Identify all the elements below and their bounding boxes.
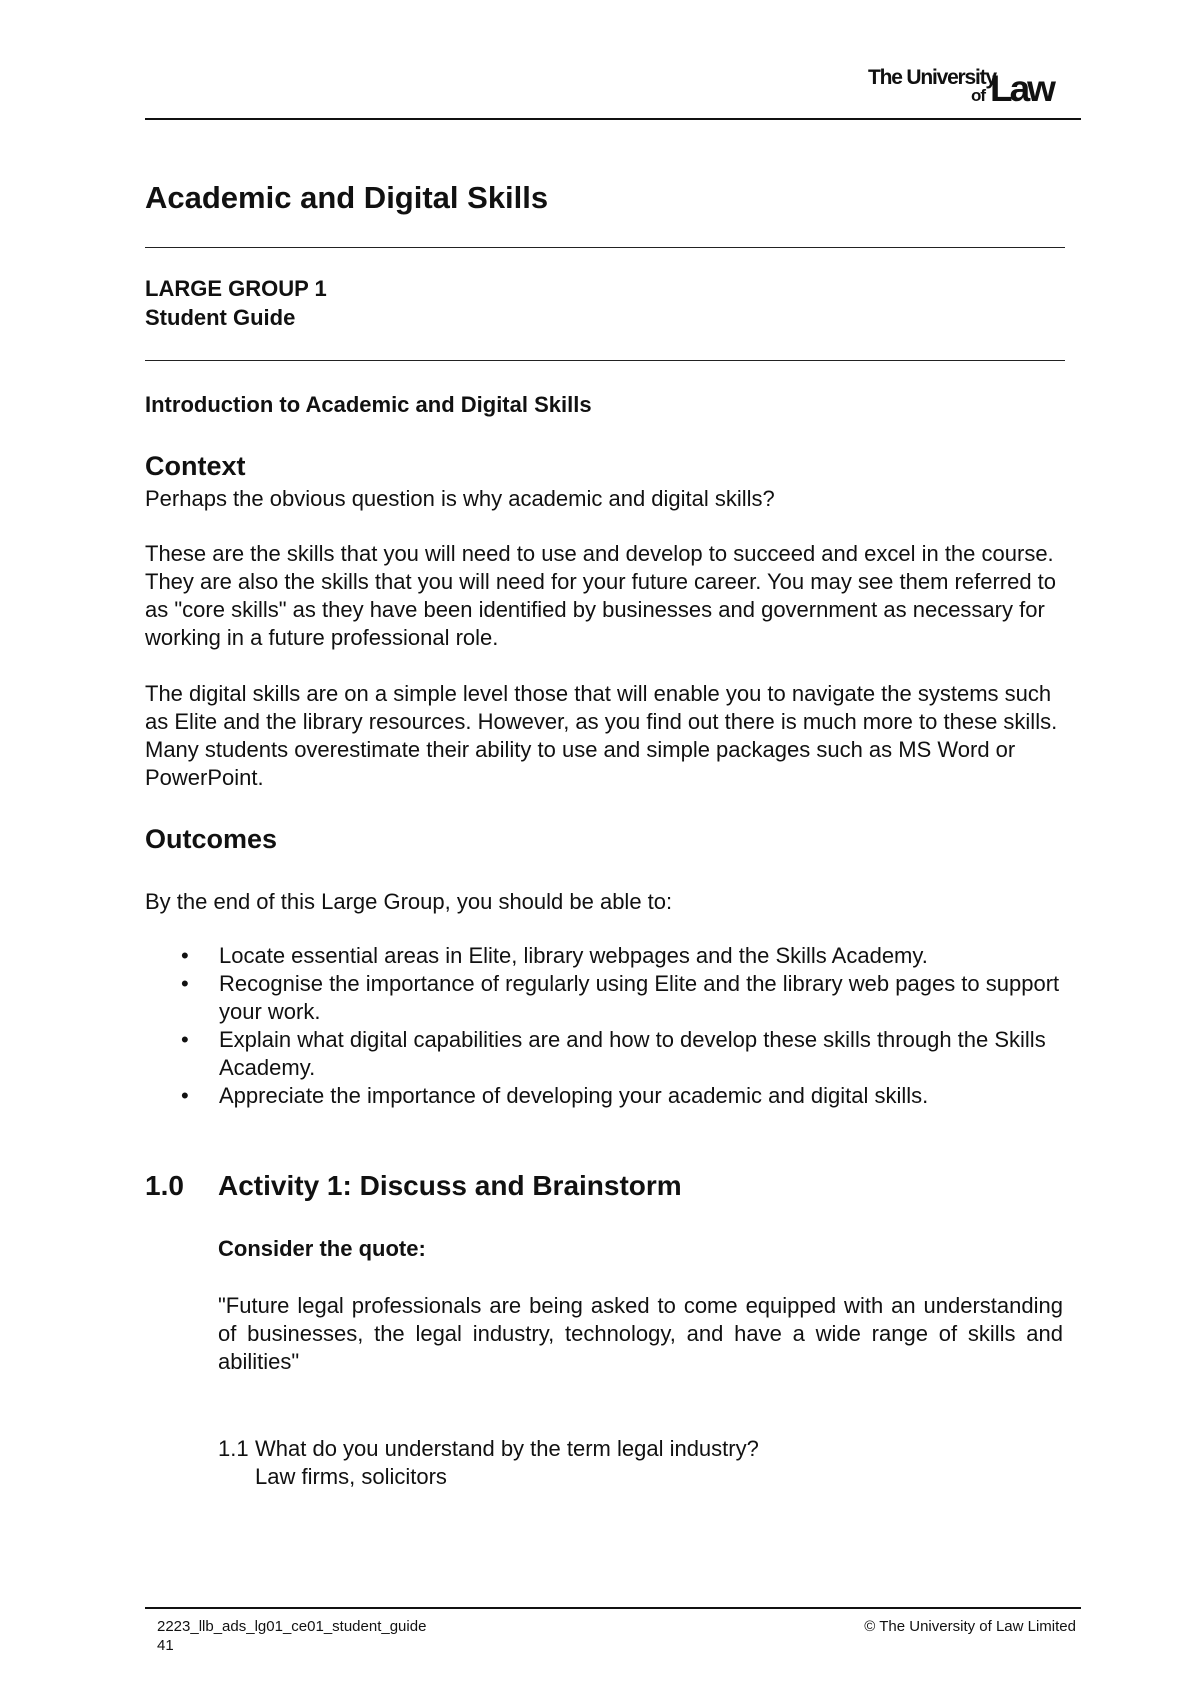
footer-rule xyxy=(145,1607,1081,1609)
divider-2 xyxy=(145,360,1065,361)
bullet-icon: • xyxy=(181,1083,189,1108)
bullet-icon: • xyxy=(181,1027,189,1052)
list-item xyxy=(145,1082,1075,1110)
context-question: Perhaps the obvious question is why academic and digital skills? xyxy=(145,486,775,511)
question-text: What do you understand by the term legal industry? xyxy=(255,1436,759,1461)
footer-page-number: 41 xyxy=(157,1637,174,1654)
consider-label: Consider the quote: xyxy=(218,1236,426,1261)
activity-title: Activity 1: Discuss and Brainstorm xyxy=(218,1170,682,1201)
bullet-icon: • xyxy=(181,971,189,996)
footer-copyright: © The University of Law Limited xyxy=(864,1618,1076,1635)
outcomes-list xyxy=(145,942,1075,1110)
logo-line-3: Law xyxy=(990,68,1053,109)
outcomes-heading: Outcomes xyxy=(145,824,278,854)
logo-line-1: The University xyxy=(868,66,996,89)
list-item xyxy=(145,942,1075,970)
outcome-text: Locate essential areas in Elite, library webpages and the Skills Academy. xyxy=(219,943,928,968)
list-item xyxy=(145,970,1075,1026)
header-rule xyxy=(145,118,1081,120)
list-item xyxy=(145,1026,1075,1082)
activity-quote: "Future legal professionals are being asked to come equipped with an understanding of businesses, the legal industry, technology, and have a wide range of skills and abilities" xyxy=(218,1293,1063,1374)
activity-number: 1.0 xyxy=(145,1170,184,1201)
answer-text: Law firms, solicitors xyxy=(255,1464,447,1489)
question-number: 1.1 xyxy=(218,1436,249,1461)
context-heading: Context xyxy=(145,451,246,481)
outcome-text: Recognise the importance of regularly using Elite and the library web pages to support your work. xyxy=(219,971,1060,1024)
outcomes-lead: By the end of this Large Group, you should be able to: xyxy=(145,889,673,914)
bullet-icon: • xyxy=(181,943,189,968)
outcome-text: Explain what digital capabilities are and how to develop these skills through the Skills Academy. xyxy=(219,1027,1046,1080)
guide-label: Student Guide xyxy=(145,305,296,330)
footer-doc-code: 2223_llb_ads_lg01_ce01_student_guide xyxy=(157,1618,427,1635)
intro-heading: Introduction to Academic and Digital Skills xyxy=(145,392,592,417)
context-paragraph-1: These are the skills that you will need to use and develop to succeed and excel in the course. They are also the skills that you will need for your future career. You may see them referred to as "core skills" as they have been identified by businesses and government as necessary for working in a future professional role. xyxy=(145,541,1057,650)
university-logo xyxy=(868,64,1076,108)
document-title: Academic and Digital Skills xyxy=(145,180,549,215)
logo-line-2: of xyxy=(971,86,986,105)
outcome-text: Appreciate the importance of developing your academic and digital skills. xyxy=(219,1083,929,1108)
divider-1 xyxy=(145,247,1065,248)
group-label: LARGE GROUP 1 xyxy=(145,276,327,301)
context-paragraph-2: The digital skills are on a simple level those that will enable you to navigate the systems such as Elite and the library resources. However, as you find out there is much more to these skills. Many students overestimate their ability to use and simple packages such as MS Word or PowerPoint. xyxy=(145,681,1058,790)
